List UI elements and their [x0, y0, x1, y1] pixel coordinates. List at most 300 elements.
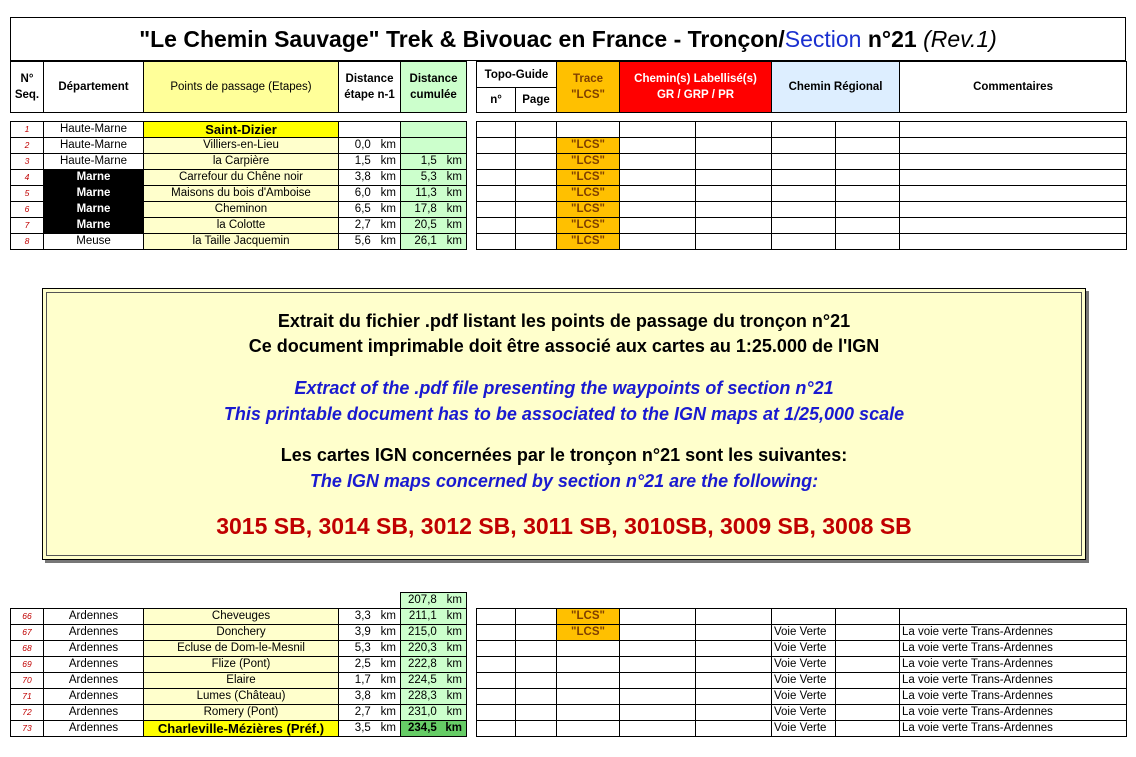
- gap-cell: [467, 657, 477, 673]
- chemin-label-cell-2: [696, 186, 772, 202]
- distance-cumul-cell-unit: km: [446, 658, 462, 670]
- chemin-label-cell: [620, 122, 696, 138]
- seq-cell: 3: [11, 154, 44, 170]
- distance-etape-cell: [339, 689, 401, 705]
- waypoints-table-bottom: [10, 592, 1127, 737]
- trace-cell: [557, 721, 620, 737]
- trace-cell: "LCS": [557, 625, 620, 641]
- regional-cell: [772, 170, 836, 186]
- topo-page-cell: [516, 234, 557, 250]
- seq-cell: 67: [11, 625, 44, 641]
- topo-page-cell: [516, 721, 557, 737]
- header-points: Points de passage (Etapes): [144, 62, 339, 113]
- trace-cell: "LCS": [557, 138, 620, 154]
- distance-cumul-cell: [401, 154, 467, 170]
- topo-page-cell: [516, 689, 557, 705]
- table-row[interactable]: [11, 122, 1127, 138]
- waypoint-cell: Lumes (Château): [144, 689, 339, 705]
- seq-cell: 71: [11, 689, 44, 705]
- regional-cell-2: [836, 721, 900, 737]
- distance-etape-cell-value: 3,5: [354, 722, 371, 734]
- waypoint-cell: Cheminon: [144, 202, 339, 218]
- table-row[interactable]: [11, 721, 1127, 737]
- topo-n-cell: [477, 657, 516, 673]
- seq-cell: 72: [11, 705, 44, 721]
- distance-cumul-cell-value: 211,1: [408, 610, 437, 622]
- distance-etape-cell-unit: km: [380, 203, 396, 215]
- table-row[interactable]: [11, 234, 1127, 250]
- chemin-label-cell: [620, 721, 696, 737]
- comment-cell: [900, 218, 1127, 234]
- trace-cell: [557, 122, 620, 138]
- distance-etape-cell-unit: km: [380, 658, 396, 670]
- distance-cumul-cell-value: 234,5: [408, 722, 437, 734]
- chemin-label-cell-2: [696, 689, 772, 705]
- departement-cell: Ardennes: [44, 721, 144, 737]
- regional-cell: Voie Verte: [772, 641, 836, 657]
- regional-cell-2: [836, 154, 900, 170]
- comment-cell: [900, 122, 1127, 138]
- regional-cell: Voie Verte: [772, 625, 836, 641]
- table-row[interactable]: [11, 218, 1127, 234]
- table-row[interactable]: [11, 657, 1127, 673]
- gap-cell: [467, 721, 477, 737]
- distance-etape-cell: [339, 138, 401, 154]
- distance-etape-cell-value: 1,7: [354, 674, 371, 686]
- distance-etape-cell-value: 0,0: [354, 139, 371, 151]
- topo-n-cell: [477, 609, 516, 625]
- header-departement: Département: [44, 62, 144, 113]
- seq-cell: 7: [11, 218, 44, 234]
- distance-cumul-cell: [401, 202, 467, 218]
- regional-cell-2: [836, 641, 900, 657]
- table-row[interactable]: [11, 625, 1127, 641]
- topo-page-cell: [516, 218, 557, 234]
- distance-cumul-cell: [401, 609, 467, 625]
- header-gap: [467, 62, 477, 113]
- seq-cell: 4: [11, 170, 44, 186]
- comment-cell: La voie verte Trans-Ardennes: [900, 625, 1127, 641]
- distance-etape-cell-value: 1,5: [354, 155, 371, 167]
- gap-cell: [467, 218, 477, 234]
- regional-cell-2: [836, 673, 900, 689]
- waypoint-cell: la Carpière: [144, 154, 339, 170]
- gap-cell: [467, 705, 477, 721]
- trace-cell: [557, 641, 620, 657]
- distance-etape-cell: [339, 609, 401, 625]
- distance-cumul-cell-value: 228,3: [408, 690, 437, 702]
- distance-etape-cell-unit: km: [380, 674, 396, 686]
- waypoint-cell: la Taille Jacquemin: [144, 234, 339, 250]
- distance-cumul-cell: [401, 721, 467, 737]
- waypoint-cell: Elaire: [144, 673, 339, 689]
- trace-cell: "LCS": [557, 234, 620, 250]
- chemin-label-cell-2: [696, 154, 772, 170]
- distance-etape-cell: [339, 122, 401, 138]
- seq-cell: 70: [11, 673, 44, 689]
- table-row[interactable]: [11, 154, 1127, 170]
- distance-etape-cell: [339, 705, 401, 721]
- header-topo: Topo-Guide: [477, 62, 557, 88]
- trace-cell: [557, 657, 620, 673]
- chemin-label-cell: [620, 138, 696, 154]
- chemin-label-cell-2: [696, 641, 772, 657]
- topo-page-cell: [516, 202, 557, 218]
- regional-cell: [772, 609, 836, 625]
- distance-etape-cell-unit: km: [380, 610, 396, 622]
- waypoint-cell: Maisons du bois d'Amboise: [144, 186, 339, 202]
- departement-cell: Haute-Marne: [44, 122, 144, 138]
- waypoint-cell: Romery (Pont): [144, 705, 339, 721]
- topo-n-cell: [477, 641, 516, 657]
- departement-cell: Marne: [44, 170, 144, 186]
- header-chemins-label: Chemin(s) Labellisé(s): [634, 73, 757, 85]
- distance-cumul-cell-value: 1,5: [420, 155, 437, 167]
- distance-cumul-cell: [401, 170, 467, 186]
- distance-etape-cell-value: 2,5: [354, 658, 371, 670]
- chemin-label-cell: [620, 218, 696, 234]
- chemin-label-cell: [620, 625, 696, 641]
- seq-cell: 2: [11, 138, 44, 154]
- departement-cell: Ardennes: [44, 609, 144, 625]
- chemin-label-cell-2: [696, 202, 772, 218]
- notice-box: [42, 288, 1086, 560]
- topo-n-cell: [477, 689, 516, 705]
- chemin-label-cell: [620, 689, 696, 705]
- waypoint-cell: Charleville-Mézières (Préf.): [144, 721, 339, 737]
- distance-etape-cell-unit: km: [380, 722, 396, 734]
- trace-cell: "LCS": [557, 202, 620, 218]
- comment-cell: La voie verte Trans-Ardennes: [900, 721, 1127, 737]
- header-chemins-sub: GR / GRP / PR: [656, 89, 735, 101]
- departement-cell: Ardennes: [44, 689, 144, 705]
- header-dist-etape: Distance étape n-1: [339, 62, 401, 113]
- comment-cell: La voie verte Trans-Ardennes: [900, 673, 1127, 689]
- distance-etape-cell: [339, 673, 401, 689]
- distance-cumul-cell-unit: km: [446, 235, 462, 247]
- table-row[interactable]: [11, 673, 1127, 689]
- notice-ign-maps: 3015 SB, 3014 SB, 3012 SB, 3011 SB, 3010SB, 3009 SB, 3008 SB: [216, 513, 912, 539]
- distance-etape-cell: [339, 234, 401, 250]
- waypoint-cell: Cheveuges: [144, 609, 339, 625]
- distance-etape-cell-unit: km: [380, 139, 396, 151]
- distance-etape-cell-unit: km: [380, 626, 396, 638]
- chemin-label-cell-2: [696, 673, 772, 689]
- header-trace: Trace "LCS": [557, 62, 620, 113]
- seq-cell: 1: [11, 122, 44, 138]
- regional-cell-2: [836, 170, 900, 186]
- distance-cumul-cell-unit: km: [446, 674, 462, 686]
- chemin-label-cell: [620, 705, 696, 721]
- departement-cell: Haute-Marne: [44, 138, 144, 154]
- regional-cell: [772, 138, 836, 154]
- distance-cumul-cell-unit: km: [446, 642, 462, 654]
- trace-cell: [557, 705, 620, 721]
- distance-etape-cell-value: 2,7: [354, 219, 371, 231]
- header-regional: Chemin Régional: [772, 62, 900, 113]
- departement-cell: Ardennes: [44, 705, 144, 721]
- distance-etape-cell-value: 3,9: [354, 626, 371, 638]
- topo-page-cell: [516, 138, 557, 154]
- regional-cell-2: [836, 218, 900, 234]
- table-row[interactable]: [11, 705, 1127, 721]
- regional-cell: [772, 186, 836, 202]
- trace-cell: "LCS": [557, 154, 620, 170]
- waypoint-cell: Ecluse de Dom-le-Mesnil: [144, 641, 339, 657]
- distance-cumul-cell-value: 231,0: [408, 706, 437, 718]
- seq-cell: 66: [11, 609, 44, 625]
- page-title: [10, 17, 1126, 61]
- distance-etape-cell-unit: km: [380, 690, 396, 702]
- chemin-label-cell-2: [696, 122, 772, 138]
- chemin-label-cell: [620, 673, 696, 689]
- distance-etape-cell-value: 5,6: [354, 235, 371, 247]
- chemin-label-cell: [620, 186, 696, 202]
- waypoint-cell: la Colotte: [144, 218, 339, 234]
- distance-cumul-cell-unit: km: [445, 722, 462, 734]
- chemin-label-cell-2: [696, 721, 772, 737]
- header-dist-cumul: Distance cumulée: [401, 62, 467, 113]
- distance-cumul-cell: [401, 657, 467, 673]
- distance-etape-cell-value: 3,8: [354, 690, 371, 702]
- chemin-label-cell: [620, 202, 696, 218]
- distance-cumul-cell-value: 224,5: [408, 674, 437, 686]
- gap-cell: [467, 689, 477, 705]
- regional-cell: Voie Verte: [772, 673, 836, 689]
- topo-page-cell: [516, 641, 557, 657]
- distance-cumul-cell-unit: km: [446, 626, 462, 638]
- regional-cell-2: [836, 609, 900, 625]
- distance-cumul-cell-unit: km: [446, 171, 462, 183]
- distance-cumul-cell-value: 220,3: [408, 642, 437, 654]
- chemin-label-cell-2: [696, 218, 772, 234]
- chemin-label-cell: [620, 234, 696, 250]
- header-seq: N° Seq.: [11, 62, 44, 113]
- carry-row: [11, 593, 1127, 609]
- topo-n-cell: [477, 122, 516, 138]
- notice-fr-line1: Extrait du fichier .pdf listant les points de passage du tronçon n°21: [277, 311, 851, 331]
- chemin-label-cell: [620, 154, 696, 170]
- distance-etape-cell-value: 6,5: [354, 203, 371, 215]
- gap-cell: [467, 234, 477, 250]
- table-row[interactable]: [11, 689, 1127, 705]
- chemin-label-cell-2: [696, 625, 772, 641]
- distance-etape-cell-unit: km: [380, 155, 396, 167]
- topo-page-cell: [516, 122, 557, 138]
- comment-cell: [900, 186, 1127, 202]
- topo-n-cell: [477, 218, 516, 234]
- regional-cell-2: [836, 625, 900, 641]
- distance-etape-cell-value: 3,3: [354, 610, 371, 622]
- notice-en-line3: The IGN maps concerned by section n°21 are the following:: [309, 471, 819, 491]
- distance-cumul-cell: [401, 218, 467, 234]
- distance-cumul-cell: [401, 705, 467, 721]
- header-topo-page: Page: [516, 88, 557, 113]
- regional-cell-2: [836, 234, 900, 250]
- regional-cell-2: [836, 186, 900, 202]
- topo-page-cell: [516, 186, 557, 202]
- departement-cell: Haute-Marne: [44, 154, 144, 170]
- distance-etape-cell-unit: km: [380, 235, 396, 247]
- waypoints-table-top: [10, 121, 1127, 250]
- regional-cell: [772, 218, 836, 234]
- regional-cell-2: [836, 689, 900, 705]
- chemin-label-cell-2: [696, 657, 772, 673]
- header-commentaires: Commentaires: [900, 62, 1127, 113]
- regional-cell: [772, 154, 836, 170]
- regional-cell: [772, 202, 836, 218]
- chemin-label-cell-2: [696, 138, 772, 154]
- distance-cumul-cell: [401, 186, 467, 202]
- distance-etape-cell: [339, 186, 401, 202]
- distance-cumul-cell-value: 11,3: [415, 187, 437, 199]
- seq-cell: 6: [11, 202, 44, 218]
- table-row[interactable]: [11, 170, 1127, 186]
- topo-page-cell: [516, 170, 557, 186]
- topo-page-cell: [516, 705, 557, 721]
- chemin-label-cell-2: [696, 234, 772, 250]
- chemin-label-cell: [620, 609, 696, 625]
- distance-cumul-cell-value: 215,0: [408, 626, 437, 638]
- distance-etape-cell: [339, 202, 401, 218]
- topo-page-cell: [516, 609, 557, 625]
- distance-cumul-cell: [401, 234, 467, 250]
- comment-cell: [900, 138, 1127, 154]
- table-row[interactable]: [11, 202, 1127, 218]
- distance-cumul-cell-unit: km: [446, 155, 462, 167]
- regional-cell-2: [836, 122, 900, 138]
- distance-cumul-cell: [401, 625, 467, 641]
- departement-cell: Marne: [44, 218, 144, 234]
- topo-n-cell: [477, 170, 516, 186]
- notice-en-line1: Extract of the .pdf file presenting the waypoints of section n°21: [294, 378, 834, 398]
- distance-etape-cell: [339, 218, 401, 234]
- distance-cumul-cell-unit: km: [446, 706, 462, 718]
- chemin-label-cell: [620, 641, 696, 657]
- distance-cumul-cell-unit: km: [446, 219, 462, 231]
- distance-cumul-cell-value: 17,8: [414, 203, 437, 215]
- regional-cell: [772, 122, 836, 138]
- seq-cell: 69: [11, 657, 44, 673]
- seq-cell: 68: [11, 641, 44, 657]
- distance-etape-cell-value: 5,3: [354, 642, 371, 654]
- topo-n-cell: [477, 138, 516, 154]
- trace-cell: "LCS": [557, 186, 620, 202]
- departement-cell: Ardennes: [44, 641, 144, 657]
- distance-etape-cell: [339, 154, 401, 170]
- table-row[interactable]: [11, 186, 1127, 202]
- table-row[interactable]: [11, 609, 1127, 625]
- distance-cumul-cell-value: 5,3: [420, 171, 437, 183]
- distance-etape-cell-value: 6,0: [354, 187, 371, 199]
- regional-cell-2: [836, 202, 900, 218]
- comment-cell: La voie verte Trans-Ardennes: [900, 689, 1127, 705]
- notice-en-line2: This printable document has to be associated to the IGN maps at 1/25,000 scale: [223, 404, 905, 424]
- distance-cumul-cell: [401, 641, 467, 657]
- gap-cell: [467, 625, 477, 641]
- distance-cumul-cell: [401, 122, 467, 138]
- gap-cell: [467, 154, 477, 170]
- trace-cell: "LCS": [557, 218, 620, 234]
- topo-n-cell: [477, 673, 516, 689]
- gap-cell: [467, 170, 477, 186]
- departement-cell: Ardennes: [44, 673, 144, 689]
- comment-cell: [900, 154, 1127, 170]
- trace-cell: [557, 673, 620, 689]
- distance-cumul-cell: [401, 138, 467, 154]
- distance-etape-cell-unit: km: [380, 171, 396, 183]
- topo-n-cell: [477, 721, 516, 737]
- waypoint-cell: Flize (Pont): [144, 657, 339, 673]
- distance-cumul-cell: [401, 673, 467, 689]
- departement-cell: Ardennes: [44, 625, 144, 641]
- topo-n-cell: [477, 625, 516, 641]
- gap-cell: [467, 202, 477, 218]
- regional-cell-2: [836, 138, 900, 154]
- column-header: [10, 61, 1127, 113]
- topo-page-cell: [516, 673, 557, 689]
- distance-etape-cell-unit: km: [380, 642, 396, 654]
- distance-etape-cell: [339, 625, 401, 641]
- comment-cell: [900, 609, 1127, 625]
- regional-cell: Voie Verte: [772, 721, 836, 737]
- title-revision: (Rev.1): [923, 26, 997, 52]
- gap-cell: [467, 641, 477, 657]
- topo-n-cell: [477, 186, 516, 202]
- regional-cell: Voie Verte: [772, 689, 836, 705]
- chemin-label-cell-2: [696, 705, 772, 721]
- distance-cumul-cell-value: 20,5: [414, 219, 437, 231]
- distance-etape-cell: [339, 657, 401, 673]
- topo-n-cell: [477, 202, 516, 218]
- distance-etape-cell-unit: km: [380, 187, 396, 199]
- carry-cumulative: 207,8 km: [401, 593, 467, 609]
- distance-cumul-cell-unit: km: [446, 203, 462, 215]
- departement-cell: Ardennes: [44, 657, 144, 673]
- title-section-word: Section: [784, 26, 862, 52]
- title-number: n°21: [861, 26, 924, 52]
- comment-cell: [900, 202, 1127, 218]
- departement-cell: Marne: [44, 202, 144, 218]
- distance-etape-cell: [339, 641, 401, 657]
- table-row[interactable]: [11, 641, 1127, 657]
- topo-n-cell: [477, 234, 516, 250]
- seq-cell: 73: [11, 721, 44, 737]
- distance-etape-cell-unit: km: [380, 219, 396, 231]
- waypoint-cell: Villiers-en-Lieu: [144, 138, 339, 154]
- distance-etape-cell-value: 3,8: [354, 171, 371, 183]
- distance-etape-cell-value: 2,7: [354, 706, 371, 718]
- notice-fr-line3: Les cartes IGN concernées par le tronçon n°21 sont les suivantes:: [280, 445, 848, 465]
- gap-cell: [467, 186, 477, 202]
- distance-etape-cell: [339, 170, 401, 186]
- topo-page-cell: [516, 625, 557, 641]
- distance-etape-cell-unit: km: [380, 706, 396, 718]
- distance-cumul-cell-value: 222,8: [408, 658, 437, 670]
- table-row[interactable]: [11, 138, 1127, 154]
- comment-cell: La voie verte Trans-Ardennes: [900, 641, 1127, 657]
- waypoint-cell: Carrefour du Chêne noir: [144, 170, 339, 186]
- gap-cell: [467, 609, 477, 625]
- topo-n-cell: [477, 154, 516, 170]
- distance-cumul-cell-unit: km: [446, 610, 462, 622]
- notice-fr-line2: Ce document imprimable doit être associé aux cartes au 1:25.000 de l'IGN: [248, 336, 880, 356]
- topo-page-cell: [516, 154, 557, 170]
- chemin-label-cell: [620, 657, 696, 673]
- title-main: "Le Chemin Sauvage" Trek & Bivouac en France - Tronçon/: [139, 26, 785, 52]
- comment-cell: [900, 234, 1127, 250]
- header-chemins: [620, 62, 772, 113]
